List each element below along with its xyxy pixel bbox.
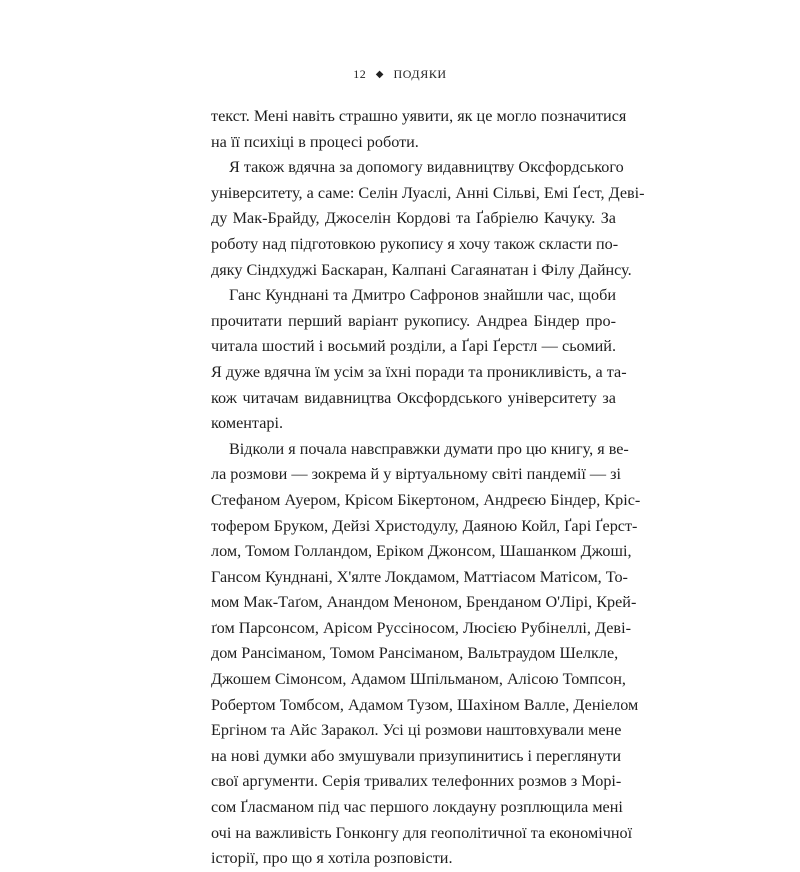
- text-line: ла розмови — зокрема й у віртуальному світі пандемії — зі: [211, 465, 622, 484]
- paragraph: [211, 155, 645, 283]
- text-line: Я дуже вдячна їм усім за їхні поради та проникливість, а та-: [211, 362, 627, 381]
- text-line: прочитати перший варіант рукопису. Андреа Біндер про-: [211, 311, 616, 330]
- text-line: коментарі.: [211, 414, 284, 433]
- text-line: ду Мак-Брайду, Джоселін Кордові та Ґабріелю Качуку. За: [211, 209, 616, 228]
- section-title: ПОДЯКИ: [393, 67, 447, 81]
- diamond-separator-icon: ◆: [375, 69, 384, 80]
- text-line: тофером Бруком, Дейзі Христодулу, Даяною Койл, Ґарі Ґерст-: [211, 516, 638, 535]
- text-line: історії, про що я хотіла розповісти.: [211, 849, 453, 868]
- text-line: Ганс Кунднані та Дмитро Сафронов знайшли час, щоби: [229, 286, 616, 305]
- text-line: дом Рансіманом, Томом Рансіманом, Вальтраудом Шелкле,: [211, 644, 619, 663]
- text-line: Ергіном та Айс Заракол. Усі ці розмови наштовхували мене: [211, 721, 622, 740]
- text-line: Я також вдячна за допомогу видавництву Оксфордського: [229, 158, 624, 177]
- running-head: [0, 67, 800, 82]
- text-line: університету, а саме: Селін Луаслі, Анні Сільві, Емі Ґест, Деві-: [211, 183, 645, 202]
- text-line: мом Мак-Таґом, Анандом Меноном, Бренданом О'Лірі, Крей-: [211, 593, 637, 612]
- body-text: [211, 104, 645, 872]
- text-line: Гансом Кунднані, Х'ялте Локдамом, Маттіасом Матісом, То-: [211, 567, 628, 586]
- text-line: Відколи я почала навсправжки думати про цю книгу, я ве-: [229, 439, 629, 458]
- paragraph: [211, 104, 627, 155]
- paragraph: [211, 283, 627, 437]
- text-line: лом, Томом Голландом, Еріком Джонсом, Шашанком Джоші,: [211, 542, 632, 561]
- text-line: Стефаном Ауером, Крісом Бікертоном, Андреєю Біндер, Кріс-: [211, 490, 641, 509]
- text-line: очі на важливість Гонконгу для геополітичної та економічної: [211, 823, 633, 842]
- text-line: читала шостий і восьмий розділи, а Ґарі Ґерстл — сьомий.: [211, 337, 616, 356]
- text-line: текст. Мені навіть страшно уявити, як це могло позначитися: [211, 107, 627, 125]
- text-line: роботу над підготовкою рукопису я хочу також скласти по-: [211, 234, 619, 253]
- text-line: свої аргументи. Серія тривалих телефонних розмов з Морі-: [211, 772, 622, 791]
- text-line: Робертом Томбсом, Адамом Тузом, Шахіном Валле, Деніелом: [211, 695, 639, 714]
- text-line: дяку Сіндхуджі Баскаран, Калпані Сагаянатан і Філу Дайнсу.: [211, 260, 632, 279]
- page-number: 12: [353, 67, 367, 81]
- text-line: сом Ґласманом під час першого локдауну розплющила мені: [211, 798, 623, 817]
- text-line: на її психіці в процесі роботи.: [211, 132, 419, 151]
- paragraph: [211, 437, 641, 872]
- text-line: кож читачам видавництва Оксфордського університету за: [211, 388, 616, 407]
- text-line: на нові думки або змушували призупинитись і переглянути: [211, 746, 622, 765]
- text-line: ґом Парсонсом, Арісом Руссіносом, Люсією Рубінеллі, Деві-: [211, 618, 631, 637]
- text-line: Джошем Сімонсом, Адамом Шпільманом, Алісою Томпсон,: [211, 670, 626, 689]
